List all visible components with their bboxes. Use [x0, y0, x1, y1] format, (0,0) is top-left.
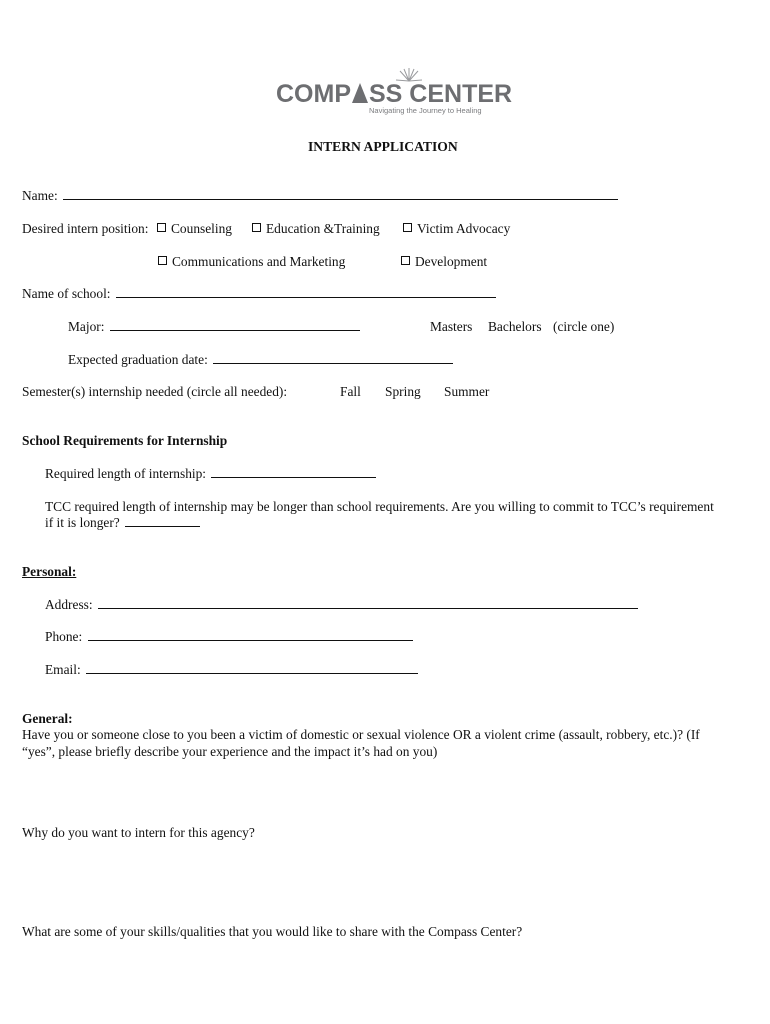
email-label: Email: — [45, 662, 81, 677]
degree-option-bachelors[interactable]: Bachelors — [488, 319, 542, 334]
page-title: INTERN APPLICATION — [308, 139, 458, 154]
phone-blank[interactable] — [88, 629, 413, 641]
phone-row — [45, 629, 413, 645]
address-blank[interactable] — [98, 597, 638, 609]
major-row — [68, 319, 360, 335]
general-heading: General: — [22, 711, 73, 726]
required-length-blank[interactable] — [211, 466, 376, 478]
required-length-label: Required length of internship: — [45, 466, 207, 481]
checkbox-icon[interactable] — [158, 256, 167, 265]
why-intern-question: Why do you want to intern for this agency? — [22, 825, 255, 840]
semester-option-fall[interactable]: Fall — [340, 384, 361, 399]
position-option-communications[interactable]: Communications and Marketing — [158, 254, 345, 270]
semester-option-spring[interactable]: Spring — [385, 384, 421, 399]
email-row — [45, 662, 418, 678]
name-row — [22, 188, 618, 204]
logo-wordmark: COMP SS CENTER — [276, 80, 513, 108]
tcc-commit-blank[interactable] — [125, 515, 200, 527]
graduation-label: Expected graduation date: — [68, 352, 208, 367]
school-name-row — [22, 286, 496, 302]
position-option-victim-advocacy[interactable]: Victim Advocacy — [403, 221, 510, 237]
position-label: Desired intern position: — [22, 221, 149, 236]
school-name-label: Name of school: — [22, 286, 111, 301]
checkbox-icon[interactable] — [401, 256, 410, 265]
position-option-counseling[interactable]: Counseling — [157, 221, 232, 237]
graduation-blank[interactable] — [213, 352, 453, 364]
semester-label: Semester(s) internship needed (circle all needed): — [22, 384, 288, 399]
requirements-heading: School Requirements for Internship — [22, 433, 228, 448]
position-option-education[interactable]: Education &Training — [252, 221, 380, 237]
name-blank[interactable] — [63, 188, 618, 200]
tcc-requirement-line1: TCC required length of internship may be longer than school requirements. Are you willing to commit to TCC’s requirement — [45, 499, 714, 514]
position-option-development[interactable]: Development — [401, 254, 487, 270]
major-blank[interactable] — [110, 319, 360, 331]
checkbox-icon[interactable] — [403, 223, 412, 232]
required-length-row — [45, 466, 376, 482]
checkbox-icon[interactable] — [252, 223, 261, 232]
compass-center-logo — [276, 66, 513, 118]
tcc-requirement-line2 — [45, 515, 200, 531]
address-row — [45, 597, 638, 613]
phone-label: Phone: — [45, 629, 83, 644]
address-label: Address: — [45, 597, 93, 612]
checkbox-icon[interactable] — [157, 223, 166, 232]
email-blank[interactable] — [86, 662, 418, 674]
degree-instruction: (circle one) — [553, 319, 615, 334]
name-label: Name: — [22, 188, 58, 203]
victim-question-line2: “yes”, please briefly describe your experience and the impact it’s had on you) — [22, 744, 438, 759]
major-label: Major: — [68, 319, 105, 334]
personal-heading: Personal: — [22, 564, 77, 579]
victim-question-line1: Have you or someone close to you been a victim of domestic or sexual violence OR a violent crime (assault, robbery, etc.)? (If — [22, 727, 700, 742]
semester-option-summer[interactable]: Summer — [444, 384, 490, 399]
logo-tagline: Navigating the Journey to Healing — [369, 106, 482, 115]
graduation-row — [68, 352, 453, 368]
degree-option-masters[interactable]: Masters — [430, 319, 473, 334]
skills-question: What are some of your skills/qualities that you would like to share with the Compass Center? — [22, 924, 523, 939]
school-name-blank[interactable] — [116, 286, 496, 298]
compass-a-icon — [352, 83, 368, 103]
tcc-requirement-question: if it is longer? — [45, 515, 120, 530]
